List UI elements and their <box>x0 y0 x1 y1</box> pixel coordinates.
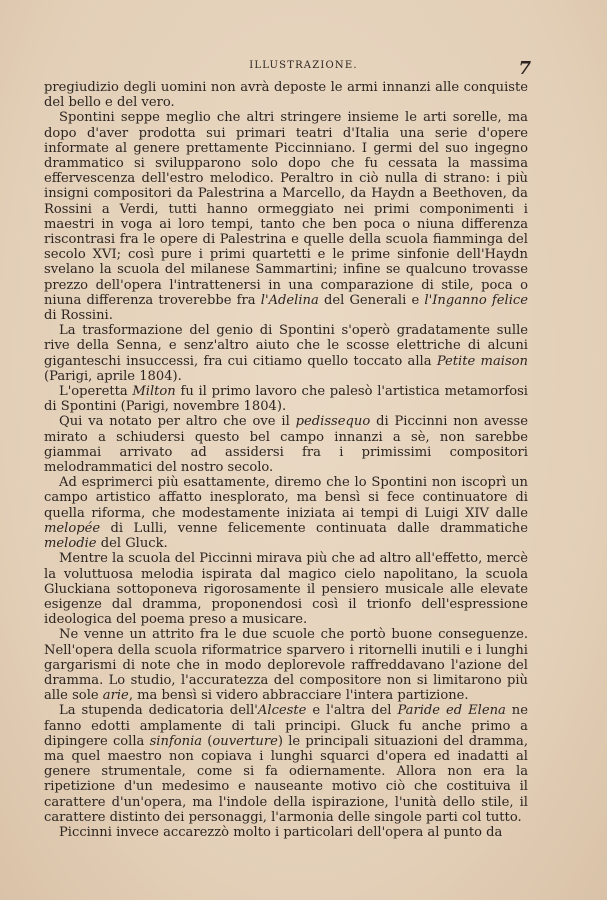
paragraph <box>44 384 528 414</box>
text-run: Ad esprimerci più esattamente, diremo che lo Spontini non iscoprì un campo artistico affatto inesplorato, ma bensì si fece continuatore di quella riforma, che modestamente iniziata ai tempi di Luigi XIV dalle <box>44 475 528 521</box>
paragraph <box>44 825 528 840</box>
paragraph <box>44 627 528 703</box>
text-run: Mentre la scuola del Piccinni mirava più che ad altro all'effetto, mercè la voluttuosa melodia ispirata dal magico cielo napolitano, la scuola Gluckiana sottoponeva rigorosamente il pensiero musicale alle elevate esigenze dal dramma, proponendosi così il trionfo dell'espressione ideologica del poema preso a musicare. <box>44 551 528 628</box>
paragraph <box>44 703 528 825</box>
body-text <box>44 80 528 840</box>
italic-text: Milton <box>132 384 176 400</box>
text-run: ( <box>202 733 213 749</box>
paragraph <box>44 80 528 110</box>
italic-text: Paride ed Elena <box>397 703 506 719</box>
paragraph <box>44 414 528 475</box>
text-run: La stupenda dedicatoria dell' <box>59 703 258 719</box>
text-run: di Lulli, venne felicemente continuata dalle drammatiche <box>100 520 528 536</box>
text-run: (Parigi, aprile 1804). <box>44 368 182 384</box>
italic-text: melopée <box>44 520 101 536</box>
text-run: e l'altra del <box>306 703 398 719</box>
italic-text: sinfonia <box>149 733 203 749</box>
italic-text: pedissequo <box>295 414 371 430</box>
text-run: Piccinni invece accarezzò molto i particolari dell'opera al punto da <box>59 824 503 840</box>
text-run: ) le principali situazioni del dramma, ma quel maestro non copiava i lunghi squarci d'opera ed inadatti al genere strumentale, come si fa odiernamente. Allora non era la ripetizione d'un medesimo e nauseante motivo ciò che costituiva il carattere d'un'opera, ma l'indole della ispirazione, l'unità dello stile, il carattere distinto dei personaggi, l'armonia delle singole parti col tutto. <box>44 733 528 825</box>
paragraph <box>44 323 528 384</box>
text-run: ne fanno edotti amplamente di tali principi. Gluck fu anche primo a dipingere colla <box>44 703 528 749</box>
text-run: , ma bensì si videro abbracciare l'intera partizione. <box>128 688 469 704</box>
italic-text: l'Inganno felice <box>424 292 528 308</box>
italic-text: melodie <box>44 536 97 552</box>
text-run: L'operetta <box>59 384 133 400</box>
text-run: La trasformazione del genio di Spontini s'operò gradatamente sulle rive della Senna, e senz'altro aiuto che le scosse elettriche di alcuni giganteschi insuccessi, fra cui citiamo quello toccato alla <box>44 323 528 369</box>
page-number: 7 <box>518 58 531 79</box>
running-head-title: ILLUSTRAZIONE. <box>249 60 358 71</box>
text-run: fu il primo lavoro che palesò l'artistica metamorfosi di Spontini (Parigi, novembre 1804). <box>44 384 528 415</box>
text-run: pregiudizio degli uomini non avrà deposte le armi innanzi alle conquiste del bello e del vero. <box>44 80 528 111</box>
italic-text: Petite maison <box>436 353 528 369</box>
paragraph <box>44 110 528 323</box>
paragraph <box>44 551 528 627</box>
italic-text: Alceste <box>257 703 307 719</box>
text-run: di Piccinni non avesse mirato a schiudersi questo bel campo innanzi a sè, non sarebbe giammai arrivato ad assidersi fra i primissimi compositori melodrammatici del nostro secolo. <box>44 414 528 476</box>
italic-text: l'Adelina <box>260 292 319 308</box>
paragraph <box>44 475 528 551</box>
text-run: del Generali e <box>318 292 425 308</box>
text-run: Qui va notato per altro che ove il <box>59 414 296 430</box>
text-run: di Rossini. <box>44 308 113 324</box>
text-run: Ne venne un attrito fra le due scuole che portò buone conseguenze. Nell'opera della scuola riformatrice sparvero i ritornelli inutili e i lunghi gargarismi di note che in modo deplorevole raffreddavano l'azione del dramma. Lo studio, l'accuratezza del compositore non si limitarono più alle sole <box>44 627 528 704</box>
italic-text: arie <box>102 688 129 704</box>
text-run: del Gluck. <box>96 536 168 552</box>
text-run: Spontini seppe meglio che altri stringere insieme le arti sorelle, ma dopo d'aver prodotta sui primari teatri d'Italia una serie d'opere informate al genere prettamente Piccinniano. I germi del suo ingegno drammatico si svilupparono solo dopo che fu cessata la massima effervescenza dell'estro melodico. Peraltro in ciò nulla di strano: i più insigni compositori da Palestrina a Marcello, da Haydn a Beethoven, da Rossini a Verdi, tutti hanno ormeggiato nei primi componimenti i maestri in voga ai loro tempi, tanto che ben poca o niuna differenza riscontrasi fra le opere di Palestrina e quelle della scuola fiamminga del secolo XVI; così pure i primi quartetti e le prime sinfonie dell'Haydn svelano la scuola del milanese Sammartini; infine se qualcuno trovasse prezzo dell'opera l'intrattenersi in una comparazione di stile, poca o niuna differenza troverebbe fra <box>44 110 528 308</box>
italic-text: ouverture <box>212 733 278 749</box>
